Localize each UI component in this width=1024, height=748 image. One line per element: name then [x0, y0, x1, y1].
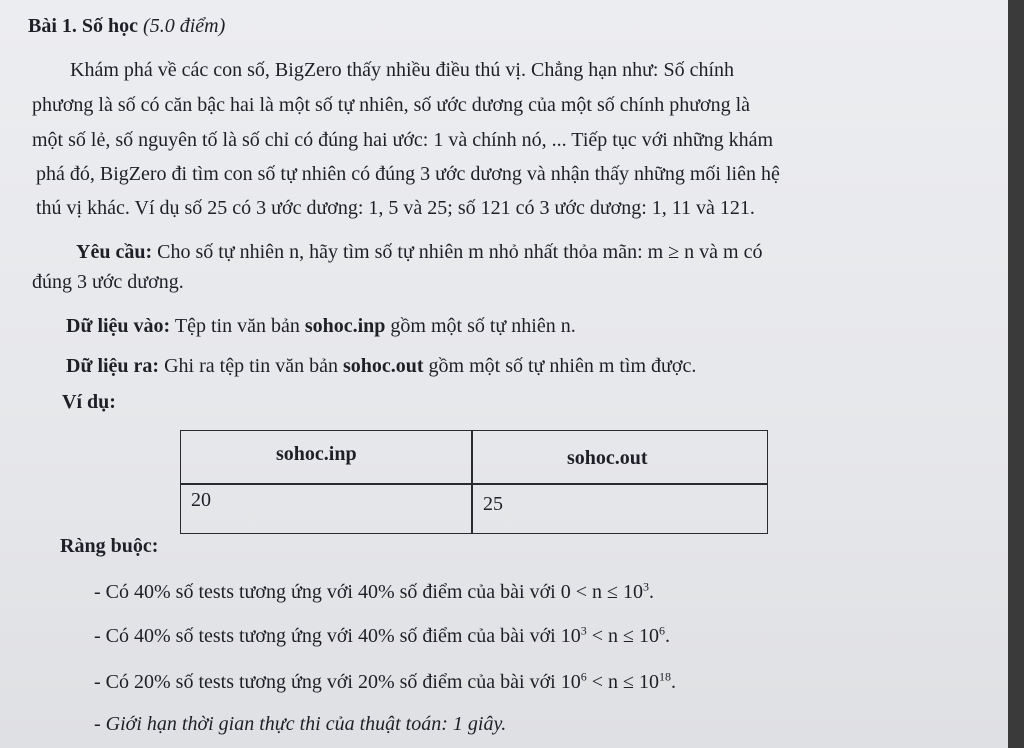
constraint-cond-2-b-exp: 6: [658, 623, 665, 638]
constraint-cond-3: [561, 671, 676, 693]
constraint-cond-2-end: .: [664, 625, 670, 647]
constraint-text-1: - Có 40% số tests tương ứng với 40% số điểm của bài với: [94, 581, 556, 603]
intro-line-3: một số lẻ, số nguyên tố là số chỉ có đúng hai ước: 1 và chính nó, ... Tiếp tục với những khám: [32, 129, 774, 151]
constraint-item-1: [94, 580, 654, 604]
table-divider-horizontal: [181, 483, 767, 485]
problem-points: (5.0 điểm): [143, 15, 226, 37]
requirement-line-1: [76, 240, 762, 264]
constraint-cond-2-b: < n ≤ 10: [586, 625, 659, 647]
constraint-item-3: [94, 670, 676, 694]
constraint-cond-3-b-exp: 18: [658, 669, 671, 684]
requirement-text-1: Cho số tự nhiên n, hãy tìm số tự nhiên m nhỏ nhất thỏa mãn: m ≥ n và m có: [157, 241, 763, 263]
constraint-text-2: - Có 40% số tests tương ứng với 40% số điểm của bài với: [94, 625, 556, 647]
input-label: Dữ liệu vào:: [66, 315, 171, 337]
constraint-cond-3-a-exp: 6: [580, 669, 587, 684]
constraint-cond-3-b: < n ≤ 10: [586, 671, 659, 693]
intro-line-5: thú vị khác. Ví dụ số 25 có 3 ước dương: 1, 5 và 25; số 121 có 3 ước dương: 1, 11 và 121.: [36, 197, 755, 219]
constraint-cond-1-exp: 3: [642, 579, 649, 594]
constraint-item-2: [94, 624, 670, 648]
constraint-cond-1: [561, 581, 654, 603]
constraint-cond-1-base: 0 < n ≤ 10: [560, 581, 643, 603]
photo-background-edge: [1008, 0, 1024, 748]
intro-line-4: phá đó, BigZero đi tìm con số tự nhiên có đúng 3 ước dương và nhận thấy những mối liên hệ: [36, 163, 780, 185]
requirement-label: Yêu cầu:: [76, 241, 153, 263]
output-spec: [66, 354, 696, 378]
intro-line-1: Khám phá về các con số, BigZero thấy nhiều điều thú vị. Chẳng hạn như: Số chính: [70, 59, 735, 81]
constraint-text-3: - Có 20% số tests tương ứng với 20% số điểm của bài với: [94, 671, 556, 693]
table-header-output: sohoc.out: [567, 447, 648, 469]
constraint-cond-2-a: 10: [560, 625, 581, 647]
constraint-cond-2-a-exp: 3: [580, 623, 587, 638]
output-file: sohoc.out: [342, 355, 424, 377]
example-table: [180, 430, 768, 534]
example-label: Ví dụ:: [62, 391, 116, 413]
output-pre: Ghi ra tệp tin văn bản: [164, 355, 338, 377]
problem-title: Bài 1. Số học: [28, 15, 139, 37]
table-cell-output: 25: [483, 493, 503, 515]
table-header-input: sohoc.inp: [276, 443, 357, 465]
output-label: Dữ liệu ra:: [66, 355, 160, 377]
input-pre: Tệp tin văn bản: [174, 315, 300, 337]
requirement-line-2: đúng 3 ước dương.: [32, 271, 184, 293]
time-limit: - Giới hạn thời gian thực thi của thuật toán: 1 giây.: [94, 713, 507, 735]
constraint-cond-1-end: .: [648, 581, 654, 603]
constraints-label: Ràng buộc:: [60, 535, 159, 557]
constraint-cond-3-a: 10: [560, 671, 581, 693]
input-spec: [66, 314, 576, 338]
input-file: sohoc.inp: [304, 315, 386, 337]
table-cell-input: 20: [191, 489, 211, 511]
problem-heading: [28, 14, 225, 38]
constraint-cond-2: [561, 625, 670, 647]
intro-line-2: phương là số có căn bậc hai là một số tự nhiên, số ước dương của một số chính phương là: [32, 94, 751, 116]
input-post: gồm một số tự nhiên n.: [390, 315, 576, 337]
output-post: gồm một số tự nhiên m tìm được.: [428, 355, 697, 377]
table-divider-vertical: [471, 431, 473, 533]
constraint-cond-3-end: .: [670, 671, 676, 693]
